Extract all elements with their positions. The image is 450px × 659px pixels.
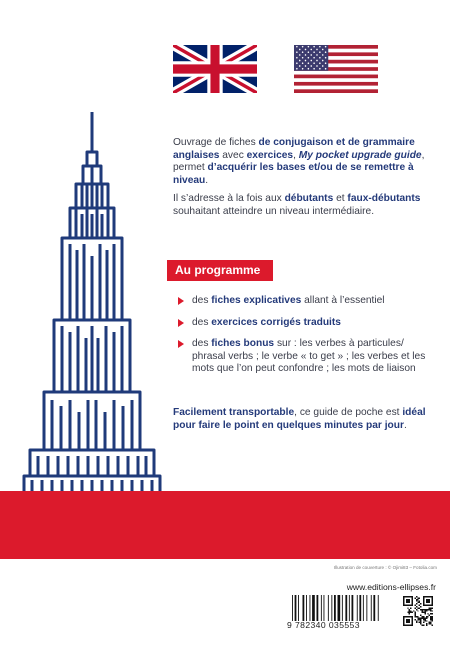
union-jack-flag-icon: [173, 45, 257, 93]
qr-cell: [432, 616, 433, 617]
qr-cell: [427, 609, 428, 610]
qr-cell: [422, 610, 423, 611]
qr-cell: [416, 599, 417, 600]
qr-cell: [423, 596, 433, 597]
item-emphasis: fiches bonus: [211, 338, 275, 350]
qr-cell: [412, 616, 413, 626]
flag-star: [296, 68, 298, 70]
intro-text-fragment: et: [333, 193, 348, 205]
qr-cell: [407, 612, 408, 613]
qr-cell: [403, 596, 404, 606]
cover-credit: Illustration de couverture : © Ojimi83 – Fotolia.com: [333, 565, 437, 570]
intro-emphasis: exercices: [246, 149, 294, 161]
flag-star: [308, 62, 310, 64]
qr-cell: [426, 625, 427, 626]
qr-cell: [429, 623, 430, 624]
red-band: [0, 491, 450, 559]
barcode-bar: [321, 595, 322, 621]
qr-cell: [427, 613, 428, 614]
flag-star: [325, 57, 327, 59]
qr-cell: [412, 612, 413, 613]
barcode-bar: [324, 595, 325, 621]
qr-cell: [420, 622, 421, 623]
qr-cell: [426, 620, 427, 621]
flag-star: [322, 65, 324, 67]
programme-list: [178, 295, 433, 385]
qr-cell: [416, 596, 417, 597]
qr-cell: [416, 606, 417, 607]
qr-code-icon: [403, 596, 433, 626]
qr-cell: [429, 615, 430, 616]
barcode-bar: [312, 595, 315, 621]
barcode-bar: [334, 595, 336, 621]
barcode-bar: [373, 595, 375, 621]
qr-cell: [417, 616, 418, 617]
qr-cell: [403, 616, 404, 626]
triangle-bullet-icon: [178, 297, 184, 305]
flag-star: [325, 51, 327, 53]
qr-cell: [416, 622, 417, 623]
qr-cell: [409, 612, 410, 613]
flag-star: [299, 49, 301, 51]
flag-star: [296, 51, 298, 53]
flag-star: [322, 49, 324, 51]
qr-cell: [416, 603, 417, 604]
qr-cell: [410, 610, 411, 611]
qr-cell: [406, 599, 410, 603]
flag-star: [325, 68, 327, 70]
flag-star: [296, 57, 298, 59]
qr-cell: [422, 612, 423, 613]
barcode-bar: [338, 595, 341, 621]
flag-star: [319, 46, 321, 48]
flag-star: [302, 68, 304, 70]
intro-emphasis: faux-débutants: [347, 193, 421, 205]
intro-emphasis: d’acquérir les bases et/ou de se remettre à niveau: [173, 162, 414, 186]
intro-text-fragment: avec: [219, 149, 247, 161]
flag-star: [322, 54, 324, 56]
qr-cell: [419, 622, 420, 623]
intro-text-fragment: Ouvrage de fiches: [173, 137, 259, 148]
flag-star: [313, 62, 315, 64]
intro-paragraph-2: [173, 193, 435, 218]
qr-cell: [430, 613, 431, 614]
intro-text-fragment: souhaitant atteindre un niveau intermédiaire.: [173, 205, 375, 217]
qr-cell: [430, 623, 431, 624]
barcode-bar: [345, 595, 347, 621]
qr-cell: [417, 610, 418, 611]
flag-star: [313, 51, 315, 53]
item-emphasis: exercices corrigés traduits: [211, 316, 341, 328]
flag-stripe: [294, 89, 378, 93]
qr-cell: [420, 603, 421, 604]
intro-emphasis: débutants: [284, 193, 334, 205]
qr-cell: [424, 613, 425, 614]
intro-emphasis: de conjugaison et de grammaire anglaises: [173, 137, 415, 161]
flag-star: [305, 65, 307, 67]
qr-cell: [422, 609, 423, 610]
qr-cell: [432, 625, 433, 626]
qr-cell: [420, 609, 421, 610]
qr-cell: [423, 612, 424, 613]
flag-star: [313, 46, 315, 48]
qr-cell: [419, 605, 420, 606]
barcode: [287, 595, 385, 631]
empire-state-building-illustration: [20, 110, 165, 498]
qr-cell: [417, 617, 418, 618]
flag-star: [313, 68, 315, 70]
qr-cell: [424, 610, 425, 611]
qr-cell: [409, 610, 410, 611]
programme-heading: Au programme: [167, 260, 273, 281]
qr-cell: [432, 613, 433, 614]
qr-cell: [426, 599, 430, 603]
qr-cell: [423, 616, 424, 617]
barcode-bar: [371, 595, 372, 621]
qr-cell: [430, 617, 431, 618]
flag-star: [299, 65, 301, 67]
qr-cell: [409, 609, 410, 610]
triangle-bullet-icon: [178, 340, 184, 348]
qr-cell: [420, 617, 421, 618]
qr-cell: [432, 610, 433, 611]
barcode-bar: [366, 595, 367, 621]
flag-star: [319, 51, 321, 53]
qr-cell: [417, 599, 418, 600]
flag-stripe: [294, 82, 378, 86]
closing-emphasis: idéal pour faire le point en quelques minutes par jour: [173, 407, 426, 431]
intro-text-fragment: , permet: [173, 149, 425, 174]
qr-cell: [430, 619, 431, 620]
closing-text: , ce guide de poche est: [294, 407, 403, 418]
qr-cell: [419, 619, 420, 620]
qr-cell: [419, 617, 420, 618]
flag-star: [310, 60, 312, 62]
qr-cell: [427, 616, 428, 617]
qr-cell: [430, 610, 431, 611]
qr-cell: [420, 619, 421, 620]
qr-cell: [423, 622, 424, 623]
qr-cell: [422, 616, 423, 617]
flag-star: [302, 46, 304, 48]
qr-cell: [414, 616, 415, 617]
flag-star: [299, 54, 301, 56]
qr-cell: [416, 609, 417, 610]
qr-cell: [429, 609, 430, 610]
qr-cell: [414, 613, 415, 614]
qr-cell: [430, 609, 431, 610]
qr-cell: [409, 613, 410, 614]
flag-star: [305, 54, 307, 56]
flag-star: [310, 54, 312, 56]
qr-cell: [410, 612, 411, 613]
barcode-bar: [363, 595, 364, 621]
qr-cell: [417, 602, 418, 603]
qr-cell: [419, 600, 420, 601]
barcode-bar: [328, 595, 329, 621]
flag-star: [302, 57, 304, 59]
qr-cell: [419, 607, 420, 608]
qr-cell: [403, 596, 413, 597]
qr-cell: [426, 610, 427, 611]
closing-text: .: [403, 419, 407, 431]
barcode-bar: [342, 595, 343, 621]
qr-cell: [432, 620, 433, 621]
qr-cell: [414, 607, 415, 608]
qr-cell: [430, 622, 431, 623]
item-text: sur : les verbes à particules/ phrasal verbs ; le verbe « to get » ; les verbes et les mots que l’on peut confondre ; les mots de liaison: [192, 338, 426, 375]
qr-cell: [424, 619, 425, 620]
barcode-bar: [357, 595, 358, 621]
qr-cell: [422, 625, 423, 626]
flag-star: [305, 60, 307, 62]
isbn-number: 9 782340 035553: [287, 620, 360, 630]
programme-item: [178, 295, 433, 308]
qr-cell: [426, 617, 427, 618]
qr-cell: [423, 605, 433, 606]
intro-text-fragment: ,: [293, 149, 299, 161]
qr-cell: [416, 600, 417, 601]
intro-text: [173, 137, 435, 225]
qr-cell: [429, 607, 430, 608]
qr-cell: [419, 597, 420, 598]
barcode-bar: [352, 595, 354, 621]
flag-star: [308, 46, 310, 48]
qr-cell: [432, 619, 433, 620]
barcode-bar: [306, 595, 307, 621]
triangle-bullet-icon: [178, 319, 184, 327]
qr-cell: [413, 610, 414, 611]
barcode-bar: [295, 595, 297, 621]
flag-star: [299, 60, 301, 62]
qr-cell: [424, 617, 425, 618]
qr-cell: [403, 625, 413, 626]
flag-star: [305, 49, 307, 51]
barcode-bar: [331, 595, 332, 621]
qr-cell: [419, 602, 420, 603]
publisher-website: www.editions-ellipses.fr: [346, 582, 436, 592]
qr-cell: [417, 597, 418, 598]
qr-cell: [430, 616, 431, 617]
item-text: des: [192, 316, 212, 328]
qr-cell: [432, 617, 433, 618]
qr-cell: [403, 605, 413, 606]
flag-star: [319, 68, 321, 70]
intro-text-fragment: .: [205, 174, 209, 186]
qr-cell: [414, 612, 415, 613]
flag-star: [316, 65, 318, 67]
qr-cell: [429, 622, 430, 623]
qr-cell: [406, 619, 410, 623]
barcode-bar: [303, 595, 305, 621]
flag-star: [316, 49, 318, 51]
qr-cell: [420, 606, 421, 607]
closing-paragraph: [173, 407, 435, 432]
qr-cell: [416, 616, 417, 617]
qr-cell: [424, 609, 425, 610]
barcode-bar: [292, 595, 293, 621]
programme-item: [178, 317, 433, 330]
flag-star: [308, 57, 310, 59]
qr-cell: [426, 623, 427, 624]
flag-star: [325, 62, 327, 64]
item-text: des: [192, 338, 212, 350]
barcode-bar: [378, 595, 379, 621]
barcode-bar: [317, 595, 319, 621]
qr-cell: [423, 625, 424, 626]
qr-cell: [423, 619, 424, 620]
barcode-icon: [292, 595, 385, 621]
barcode-bar: [359, 595, 361, 621]
qr-cell: [423, 596, 424, 606]
qr-cell: [432, 596, 433, 606]
qr-cell: [420, 623, 421, 624]
flag-star: [316, 54, 318, 56]
qr-cell: [423, 617, 424, 618]
qr-cell: [417, 607, 418, 608]
qr-cell: [414, 597, 415, 598]
qr-cell: [424, 620, 425, 621]
qr-cell: [422, 617, 423, 618]
item-text: des: [192, 295, 212, 306]
qr-cell: [416, 620, 417, 621]
qr-cell: [420, 620, 421, 621]
series-title: My pocket upgrade guide: [298, 149, 422, 161]
qr-cell: [414, 605, 415, 606]
qr-cell: [407, 607, 408, 608]
us-flag-icon: [294, 45, 378, 93]
flag-star: [322, 60, 324, 62]
intro-paragraph-1: [173, 137, 435, 187]
barcode-bar: [349, 595, 350, 621]
flag-star: [302, 62, 304, 64]
qr-cell: [423, 609, 424, 610]
qr-cell: [424, 612, 425, 613]
flag-star: [296, 46, 298, 48]
barcode-bar: [310, 595, 311, 621]
qr-cell: [426, 609, 427, 610]
flag-star: [313, 57, 315, 59]
qr-cell: [410, 607, 411, 608]
programme-item: [178, 338, 433, 376]
flag-star: [319, 62, 321, 64]
closing-emphasis: Facilement transportable: [173, 407, 295, 418]
flag-stripe: [294, 75, 378, 79]
flag-star: [316, 60, 318, 62]
qr-cell: [414, 615, 415, 616]
flag-star: [319, 57, 321, 59]
qr-cell: [414, 619, 415, 620]
qr-cell: [412, 596, 413, 606]
qr-cell: [403, 616, 413, 617]
flag-star: [302, 51, 304, 53]
qr-cell: [430, 607, 431, 608]
flag-star: [310, 65, 312, 67]
qr-cell: [426, 616, 427, 617]
intro-text-fragment: Il s’adresse à la fois aux: [173, 193, 285, 205]
qr-cell: [432, 607, 433, 608]
flag-star: [310, 49, 312, 51]
flag-star: [325, 46, 327, 48]
flag-star: [308, 51, 310, 53]
qr-cell: [420, 615, 421, 616]
qr-cell: [417, 619, 418, 620]
item-text: allant à l’essentiel: [301, 295, 385, 306]
flag-star: [308, 68, 310, 70]
item-emphasis: fiches explicatives: [211, 295, 302, 306]
barcode-bar: [298, 595, 299, 621]
flag-star: [296, 62, 298, 64]
